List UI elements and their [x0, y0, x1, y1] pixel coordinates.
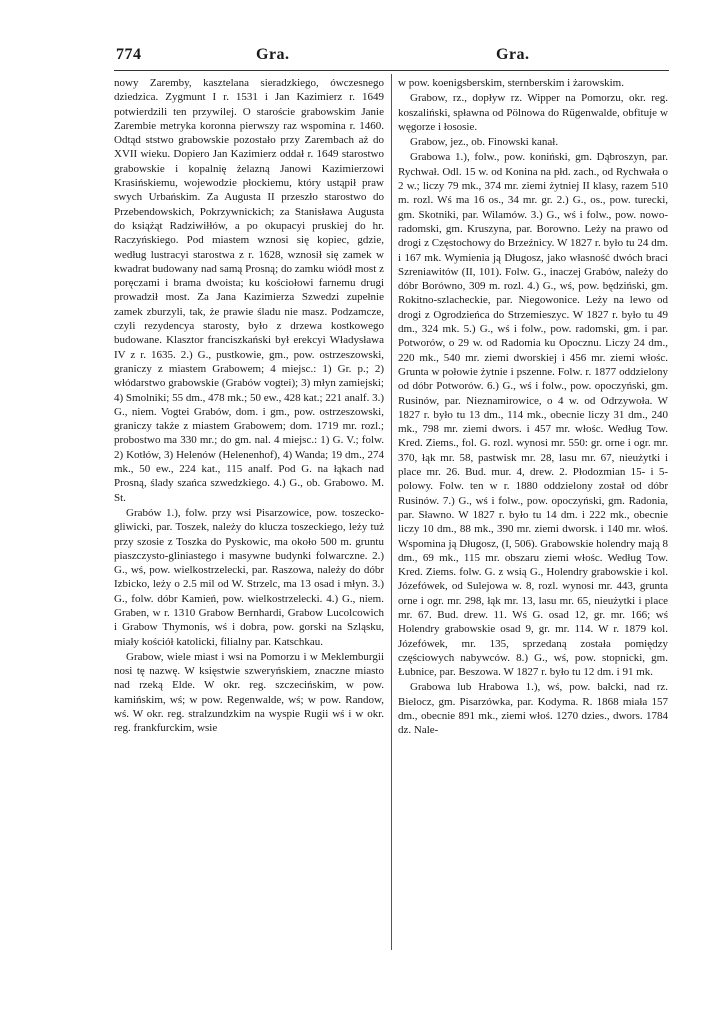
- header-rule: [114, 70, 669, 71]
- entry-paragraph: Grabow, wiele miast i wsi na Pomorzu i w Meklemburgii nosi tę nazwę. W księstwie szweryńskiem, znaczne miasto nad rzeką Elde. W okr. reg. szczecińskim, w pow. kamińskim, wś; w pow. Regenwalde, wś; w pow. Randow, wś. W okr. reg. stralzundzkim na wyspie Rugii wś i w okr. reg. frankfurckim, wsie: [114, 650, 384, 735]
- right-column: [398, 76, 668, 956]
- column-divider: [391, 74, 392, 950]
- running-head-right: Gra.: [496, 46, 530, 63]
- entry-paragraph: Grabowa 1.), folw., pow. koniński, gm. Dąbroszyn, par. Rychwał. Odl. 15 w. od Konina na płd. zach., od Rychwała o 2 w.; liczy 79 mk., 374 mr. ziemi żytniej II klasy, razem 510 m. rozl. Wś ma 16 os., 34 mr. gr. 2.) G., os., pow. turecki, gm. Skotniki, par. Wilamów. 3.) G., wś i folw., pow. nowo-radomski, gm. Kruszyna, par. Borowno. Leży na prawo od drogi z Częstochowy do Brzeźnicy. W 1827 r. było tu 24 dm. i 167 mk. Wymienia ją Długosz, jako własność dwóch braci Szreniawitów (II, 101). Folw. G., inaczej Grabów, należy do dóbr Borówno, 309 m. rozl. 4.) G., wś, pow. będziński, gm. Rokitno-szlacheckie, par. Niegowonice. Leży na lewo od drogi z Ogrodzieńca do Strzemieszyc. W 1827 r. było tu 49 dm., 324 mk. 5.) G., wś i folw., pow. radomski, gm. i par. Potworów, o 29 w. od Radomia ku Opocznu. Liczy 24 dm., 220 mk., 540 mr. ziemi dworskiej i 456 mr. ziemi włośc. Grunta w połowie żytnie i pszenne. Folw. r. 1877 oddzielony od dóbr Potworów. 6.) G., wś i folw., pow. opoczyński, gm. Rusinów, par. Nieznamirowice, o 4 w. od Odrzywoła. W 1827 r. było tu 13 dm., 114 mk., obecnie liczy 31 dm., 240 mk., 798 mr. ziemi dwors. i 457 mr. włośc. Według Tow. Kred. Ziems., fol. G. rozl. wynosi mr. 550: gr. orne i ogr. mr. 370, łąk mr. 58, pastwisk mr. 28, lasu mr. 67, nieużytki i place mr. 26. Bud. mur. 4, drew. 2. Płodozmian 15- i 5-polowy. Folw. ten w r. 1880 oddzielony został od dóbr Rusinów. 7.) G., wś i folw., pow. opoczyński, gm. Radonia, par. Sławno. W 1827 r. było tu 14 dm. i 222 mk., obecnie liczy 10 dm., 88 mk., 390 mr. ziemi dworsk. i 140 mr. włoś. Wspomina ją Długosz, (I, 506). Grabowskie holendry mają 8 dm., 69 mk., 115 mr. obszaru ziemi włośc. Według Tow. Kred. Ziems. folw. G. z wsią G., Holendry grabowskie i kol. Józefówek, od Sulejowa w. 8, rozl. wynosi mr. 443, grunta orne i ogr. mr. 298, łąk mr. 13, lasu mr. 65, nieużytki i place mr. 67. Bud. drew. 11. Wś G. osad 12, gr. mr. 166; wś Holendry grabowskie osad 9, gr. mr. 114. W r. 1879 kol. Józefówek, mr. 135, sprzedaną została pomiędzy częściowych nabywców. 8.) G., wś, pow. stopnicki, gm. Łubnice, par. Beszowa. W 1827 r. było tu 12 dm. i 91 mk.: [398, 151, 668, 679]
- entry-paragraph: w pow. koenigsberskim, sternberskim i żarowskim.: [398, 77, 624, 89]
- entry-paragraph: Grabowa lub Hrabowa 1.), wś, pow. bałcki, nad rz. Bielocz, gm. Pisarzówka, par. Kodyma. R. 1868 miała 157 dm., obecnie 891 mk., ziemi włoś. 1270 dzies., dwors. 1784 dz. Nale-: [398, 681, 668, 737]
- entry-paragraph: Grabów 1.), folw. przy wsi Pisarzowice, pow. toszecko-gliwicki, par. Toszek, należy do klucza toszeckiego, leży tuż przy szosie z Toszka do Pyskowic, ma około 500 m. gruntu piaszczysto-gliniastego i masywne budynki folwarczne. 2.) G., wś, pow. wielkostrzelecki, par. Raszowa, należy do dóbr Izbicko, leży o 2.5 mil od W. Strzelc, ma 13 osad i młyn. 3.) G., folw. dóbr Kamień, pow. wielkostrzelecki. 4.) G., niem. Graben, w r. 1310 Grabow Bernhardi, Grabow Lucolcowich i Grabow Thymonis, wś i dobra, pow. gorski na Szląsku, miały kościół katolicki, filialny par. Katschkau.: [114, 506, 384, 648]
- left-column: [114, 76, 384, 956]
- entry-paragraph: Grabow, jez., ob. Finowski kanał.: [410, 136, 559, 149]
- entry-paragraph: nowy Zaremby, kasztelana sieradzkiego, ówczesnego dziedzica. Zygmunt I r. 1531 i Jan Kazimierz r. 1649 potwierdzili ten przywilej. O staroście grabowskim Janie Zarembie metryka koronna pierwszy raz wspomina r. 1460. Odtąd ststwo grabowskie pozostało przy Zarembach aż do XVII wieku. Dopiero Jan Kazimierz oddał r. 1649 starostwo grabowskie i kopalnię żelazną Janowi Kazimierzowi Krasińskiemu, wojewodzie płockiemu, który ustąpił praw swych Urbańskim. Za Augusta II przeszło starostwo do Przebendowskich, Pokrzywnickich; za Stanisława Augusta do książąt Radziwiłłów, a po okupacyi pruskiej do hr. Raczyńskiego. Pod miastem wznosi się kopiec, gdzie, według lustracyi starostwa z r. 1628, wznosił się zamek w kwadrat budowany nad samą Prosną; do zamku wiódł most z poręczami i brama dwoista; ku kościołowi farnemu drugi prowadził most. Za Jana Kazimierza Szwedzi zupełnie zamek zburzyli, tak, że prawie śladu nie masz. Podzamcze, czyli rezydencya starosty, było z drzewa kostkowego budowane. Klasztor franciszkański był erekcyi Władysława IV z r. 1635. 2.) G., pustkowie, gm., pow. ostrzeszowski, graniczy z miastem Grabowem; 4 miejsc.: 1) Gr. p.; 2) włódarstwo grabowskie (Grabów vogtei); 3) młyn zamiejski; 4) Smolniki; 55 dm., 478 mk.; 50 ew., 428 kat.; 221 analf. 3.) G., niem. Vogtei Grabów, dom. i gm., pow. ostrzeszowski, graniczy także z miastem Grabowem; dom. 1719 mr. rozl.; probostwo ma 330 mr.; do gm. nal. 4 miejsc.: 1) G. V.; folw. 2) Kotłów, 3) Helenów (Helenenhof), 4) Wanda; 19 dm., 274 mk., 50 ew., 224 kat., 115 analf. Pod G. na łąkach nad Prosną, ślady szańca szwedzkiego. 4.) G., ob. Grabowo. M. St.: [114, 77, 384, 504]
- entry-paragraph: Grabow, rz., dopływ rz. Wipper na Pomorzu, okr. reg. koszaliński, spławna od Pölnowa do Rügenwalde, obfituje w węgorze i łososie.: [398, 92, 668, 133]
- running-head-left: Gra.: [256, 46, 290, 63]
- page-number: 774: [116, 46, 142, 63]
